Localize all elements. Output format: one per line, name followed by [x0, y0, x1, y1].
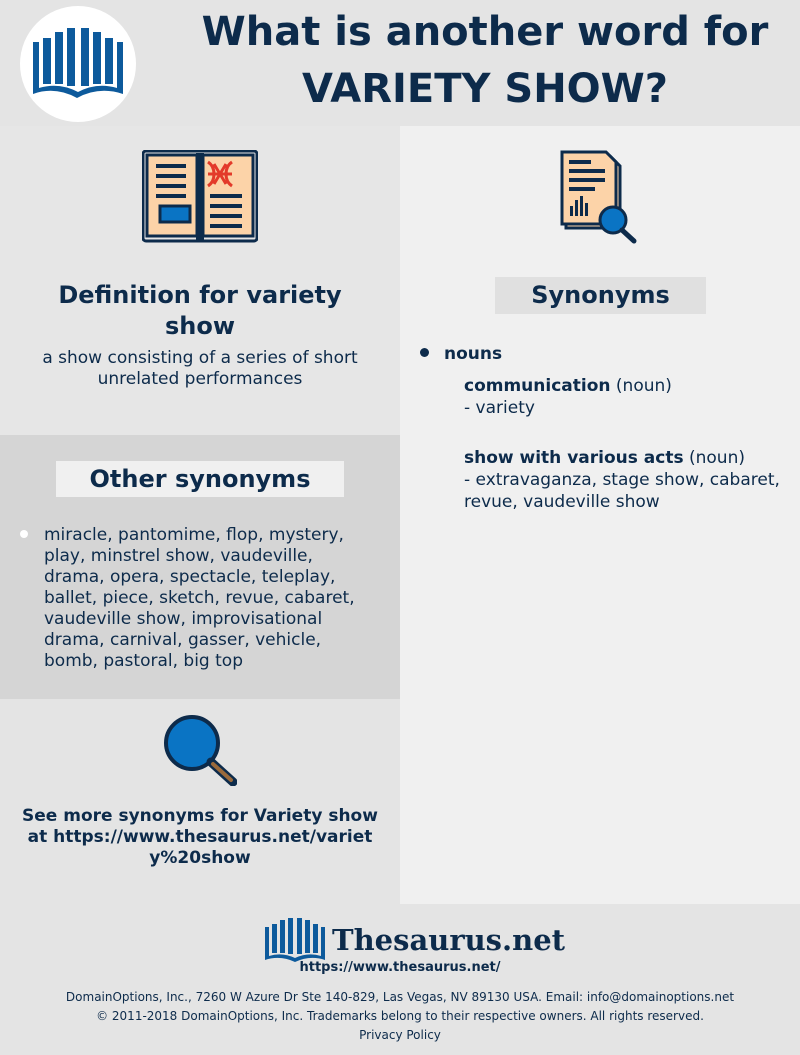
definition-text: a show consisting of a series of short unrelated performances [42, 348, 358, 389]
open-book-icon [142, 150, 258, 244]
part-of-speech-label: nouns [444, 344, 503, 364]
magnifier-icon [163, 714, 237, 786]
see-more-panel [0, 699, 400, 904]
bullet-icon [420, 348, 429, 357]
sense-term[interactable]: communication [464, 376, 611, 396]
footer-url-link[interactable]: https://www.thesaurus.net/ [299, 960, 501, 975]
page-title-line2: VARIETY SHOW? [302, 66, 668, 112]
site-logo[interactable] [20, 6, 136, 122]
other-synonyms-panel [0, 435, 400, 699]
sense-term[interactable]: show with various acts [464, 448, 684, 468]
footer-brand-name: Thesaurus.net [332, 923, 566, 957]
definition-heading: Definition for variety show [58, 281, 342, 340]
sense-synonyms[interactable]: - extravaganza, stage show, cabaret, revue, vaudeville show [464, 470, 780, 512]
synonyms-heading: Synonyms [495, 277, 706, 314]
bullet-icon [20, 530, 28, 538]
sense-pos: (noun) [689, 448, 745, 468]
footer-address: DomainOptions, Inc., 7260 W Azure Dr Ste 140-829, Las Vegas, NV 89130 USA. Email: info@domainoptions.net [65, 990, 735, 1004]
sense-header [464, 375, 784, 397]
book-logo-icon [264, 918, 326, 962]
sense-pos: (noun) [615, 376, 672, 396]
sense-header [464, 447, 784, 469]
book-logo-icon [31, 28, 125, 100]
privacy-policy-link[interactable]: Privacy Policy [359, 1028, 441, 1042]
page-title-line1: What is another word for [201, 9, 769, 55]
footer [0, 904, 800, 1055]
footer-brand[interactable] [264, 918, 566, 962]
sense-item [464, 447, 784, 513]
sense-synonyms[interactable]: - variety [464, 398, 535, 418]
page-title [170, 4, 800, 118]
other-synonyms-list[interactable]: miracle, pantomime, flop, mystery, play, minstrel show, vaudeville, drama, opera, spectacle, teleplay, ballet, piece, sketch, revue, cabaret, vaudeville show, improvisational drama, carnival, gasser, vehicle, bomb, pastoral, big top [44, 525, 355, 671]
right-column [400, 126, 800, 904]
header [0, 0, 800, 126]
sense-item [464, 375, 784, 419]
definition-panel [0, 126, 400, 435]
footer-copyright: © 2011-2018 DomainOptions, Inc. Trademarks belong to their respective owners. All rights reserved. [96, 1009, 704, 1023]
other-synonyms-heading: Other synonyms [56, 461, 344, 497]
see-more-link[interactable]: See more synonyms for Variety show at https://www.thesaurus.net/variety%20show [22, 806, 378, 868]
document-search-icon [560, 150, 640, 244]
